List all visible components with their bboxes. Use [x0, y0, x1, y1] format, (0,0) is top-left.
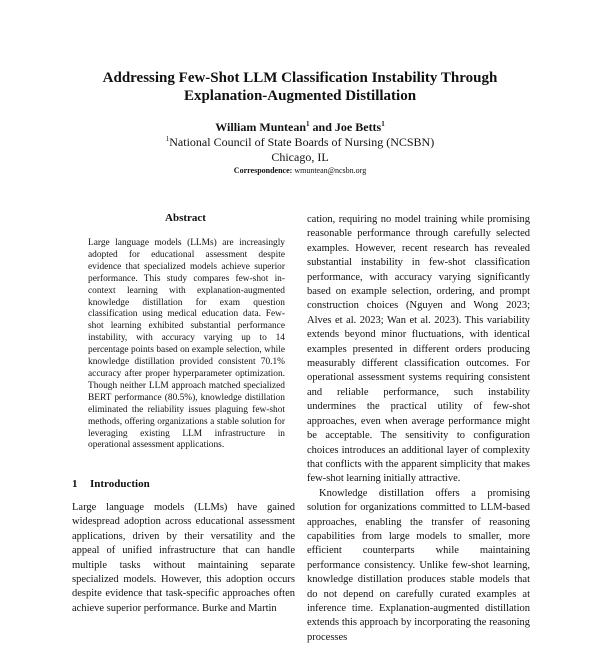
correspondence-line: [60, 166, 540, 176]
author-list: [60, 120, 540, 134]
affiliation-marker: 1: [381, 120, 385, 128]
section-heading: [72, 478, 292, 491]
correspondence-email: wmuntean@ncsbn.org: [292, 166, 367, 175]
intro-paragraph: Large language models (LLMs) have gained widespread adoption across educational assessment applications, driven by their versatility and the appeal of unified infrastructure that can handle multiple tasks without maintaining separate specialized models. However, this adoption occurs despite evidence that task-specific approaches often achieve superior performance. Burke and Martin: [72, 502, 295, 614]
section-title: Introduction: [90, 478, 150, 490]
author-conjunction: and: [309, 120, 335, 134]
section-number: 1: [72, 478, 78, 490]
title-line-1: Addressing Few-Shot LLM Classification Instability Through: [102, 70, 498, 86]
abstract-heading: Abstract: [165, 212, 206, 224]
body-paragraph: cation, requiring no model training while promising reasonable performance through carefully selected examples. However, recent research has revealed substantial instability in few-shot classification performance, with accuracy varying significantly based on example selection, ordering, and prompt construction choices (Nguyen and Wong 2023; Alves et al. 2023; Wan et al. 2023). This variability extends beyond minor fluctuations, with identical examples presented in different orders producing measurably different classification outcomes. For operational assessment systems requiring consistent and reliable performance, such instability undermines the practical utility of few-shot approaches, even when average performance might be acceptable. The sensitivity to configuration choices introduces an additional layer of complexity that conflicts with the apparent simplicity that makes few-shot learning initially attractive.: [307, 214, 530, 485]
abstract-body: Large language models (LLMs) are increasingly adopted for educational assessment despite evidence that specialized models achieve superior performance. This study compares few-shot in-context learning with explanation-augmented knowledge distillation for exam question classification using medical education data. Few-shot learning exhibited substantial performance instability, with accuracy varying up to 14 percentage points based on example selection, while knowledge distillation provided consistent 70.1% accuracy after proper hyperparameter optimization. Though neither LLM approach matched specialized BERT performance (80.5%), knowledge distillation eliminated the reliability issues plaguing few-shot methods, offering organizations a stable solution for leveraging existing LLM infrastructure in operational assessment applications.: [88, 238, 285, 451]
affiliation-marker: 1: [165, 135, 170, 143]
body-paragraph: Knowledge distillation offers a promising solution for organizations committed to LLM-based approaches, enabling the transfer of reasoning capabilities from large models to smaller, more efficient counterparts while maintaining performance consistency. Unlike few-shot learning, knowledge distillation produces stable models that do not depend on carefully curated examples at inference time. Explanation-augmented distillation extends this approach by incorporating the reasoning processes: [307, 487, 530, 643]
author-name: Joe Betts: [334, 120, 382, 134]
affiliation-location: Chicago, IL: [271, 150, 329, 164]
correspondence-label: Correspondence:: [233, 166, 293, 175]
paper-title: [60, 69, 540, 105]
affiliation-marker: 1: [306, 120, 310, 128]
affiliation-block: [60, 135, 540, 165]
title-line-2: Explanation-Augmented Distillation: [183, 88, 417, 104]
author-name: William Muntean: [215, 120, 307, 134]
right-column-text: [307, 213, 530, 643]
affiliation-name: National Council of State Boards of Nursing (NCSBN): [169, 135, 435, 149]
